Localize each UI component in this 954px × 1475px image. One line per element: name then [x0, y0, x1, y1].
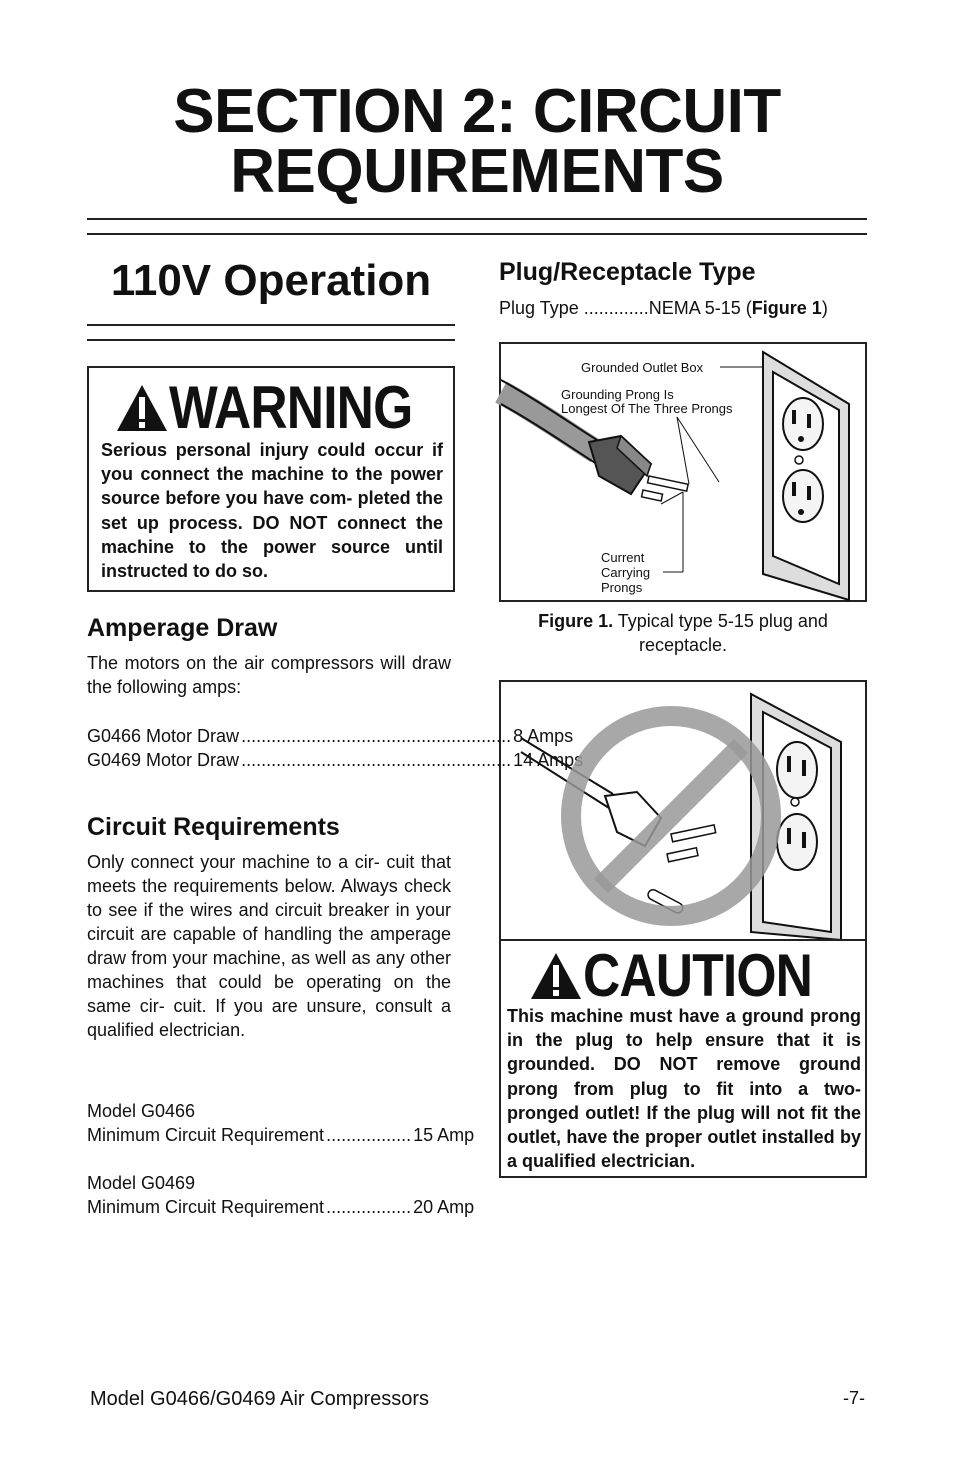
label-current-2: Carrying [601, 565, 651, 580]
warning-box [87, 366, 455, 592]
plug-type-line: Plug Type .............NEMA 5-15 (Figure 1) [499, 298, 828, 318]
figure-reference: Figure 1 [751, 298, 822, 318]
requirement-value: 20 Amp [413, 1197, 475, 1217]
amperage-list [87, 724, 584, 772]
requirement-label: Minimum Circuit Requirement [87, 1125, 325, 1145]
amperage-label: G0466 Motor Draw [87, 726, 240, 746]
amperage-label: G0469 Motor Draw [87, 750, 240, 770]
circuit-text: Only connect your machine to a cir- cuit that meets the requirements below. Always check to see if the wires and circuit breaker in your circuit are capable of handling the amperage draw from your machine, as well as any other machines that could be operating on the same cir- cuit. If you are unsure, consult a qualified electrician. [87, 852, 451, 1040]
amperage-row-g0466: G0466 Motor Draw ...................................................... 8 Amps [87, 726, 574, 746]
amperage-value: 8 Amps [513, 726, 574, 746]
requirement-value: 15 Amp [413, 1125, 475, 1145]
footer-model: Model G0466/G0469 Air Compressors [90, 1388, 430, 1410]
amperage-heading: Amperage Draw [87, 614, 278, 642]
plug-type-label: Plug Type [499, 298, 579, 318]
page-title [0, 77, 954, 206]
label-grounded-outlet-box: Grounded Outlet Box [581, 360, 704, 375]
warning-header [115, 374, 452, 441]
warning-triangle-icon [115, 383, 169, 433]
page-number: -7- [843, 1388, 865, 1408]
plug-receptacle-illustration [501, 344, 865, 600]
plug-type-close: ) [821, 298, 828, 318]
caution-word: CAUTION [583, 942, 813, 1009]
divider-top [87, 218, 867, 220]
figure-caption [499, 609, 867, 657]
divider-left-2 [87, 339, 455, 341]
label-grounding-prong-1: Grounding Prong Is [561, 387, 674, 402]
caution-divider [501, 939, 865, 941]
section-heading: 110V Operation [110, 256, 432, 305]
label-current-1: Current [601, 550, 645, 565]
label-grounding-prong-2: Longest Of The Three Prongs [561, 401, 733, 416]
figure-caption-label: Figure 1. [538, 611, 614, 631]
circuit-model-g0469: Model G0469 Minimum Circuit Requirement ................. 20 Amp [87, 1173, 475, 1217]
no-two-prong-illustration [501, 682, 865, 940]
caution-header [529, 942, 849, 1009]
title-line-2: REQUIREMENTS [230, 137, 724, 206]
model-name: Model G0466 [87, 1101, 196, 1121]
circuit-heading: Circuit Requirements [87, 813, 340, 841]
requirement-label: Minimum Circuit Requirement [87, 1197, 325, 1217]
caution-text: This machine must have a ground prong in the plug to help ensure that it is grounded. DO NOT remove ground prong from plug to fit into a two- pronged outlet! If the plug will not fit the outlet, have the proper outlet installed by a qualified electrician. [507, 1006, 861, 1172]
amperage-value: 14 Amps [513, 750, 584, 770]
circuit-model-g0466: Model G0466 Minimum Circuit Requirement ................. 15 Amp [87, 1101, 475, 1145]
divider-left-1 [87, 324, 455, 326]
title-line-1: SECTION 2: CIRCUIT [173, 77, 781, 146]
label-current-3: Prongs [601, 580, 643, 595]
caution-box [499, 680, 867, 1178]
plug-heading: Plug/Receptacle Type [499, 258, 756, 286]
warning-text: Serious personal injury could occur if you connect the machine to the power source before you have com- pleted the set up process. DO NOT connect the machine to the power source until instructed to do so. [101, 440, 443, 582]
figure-1 [499, 342, 867, 602]
amperage-intro: The motors on the air compressors will draw the following amps: [87, 653, 451, 697]
model-name: Model G0469 [87, 1173, 196, 1193]
figure-caption-text: Typical type 5-15 plug and receptacle. [613, 611, 828, 655]
plug-type-value: NEMA 5-15 ( [648, 298, 752, 318]
divider-top-2 [87, 233, 867, 235]
caution-triangle-icon [529, 951, 583, 1001]
warning-word: WARNING [169, 374, 413, 441]
amperage-row-g0469: G0469 Motor Draw ...................................................... 14 Amps [87, 750, 584, 770]
